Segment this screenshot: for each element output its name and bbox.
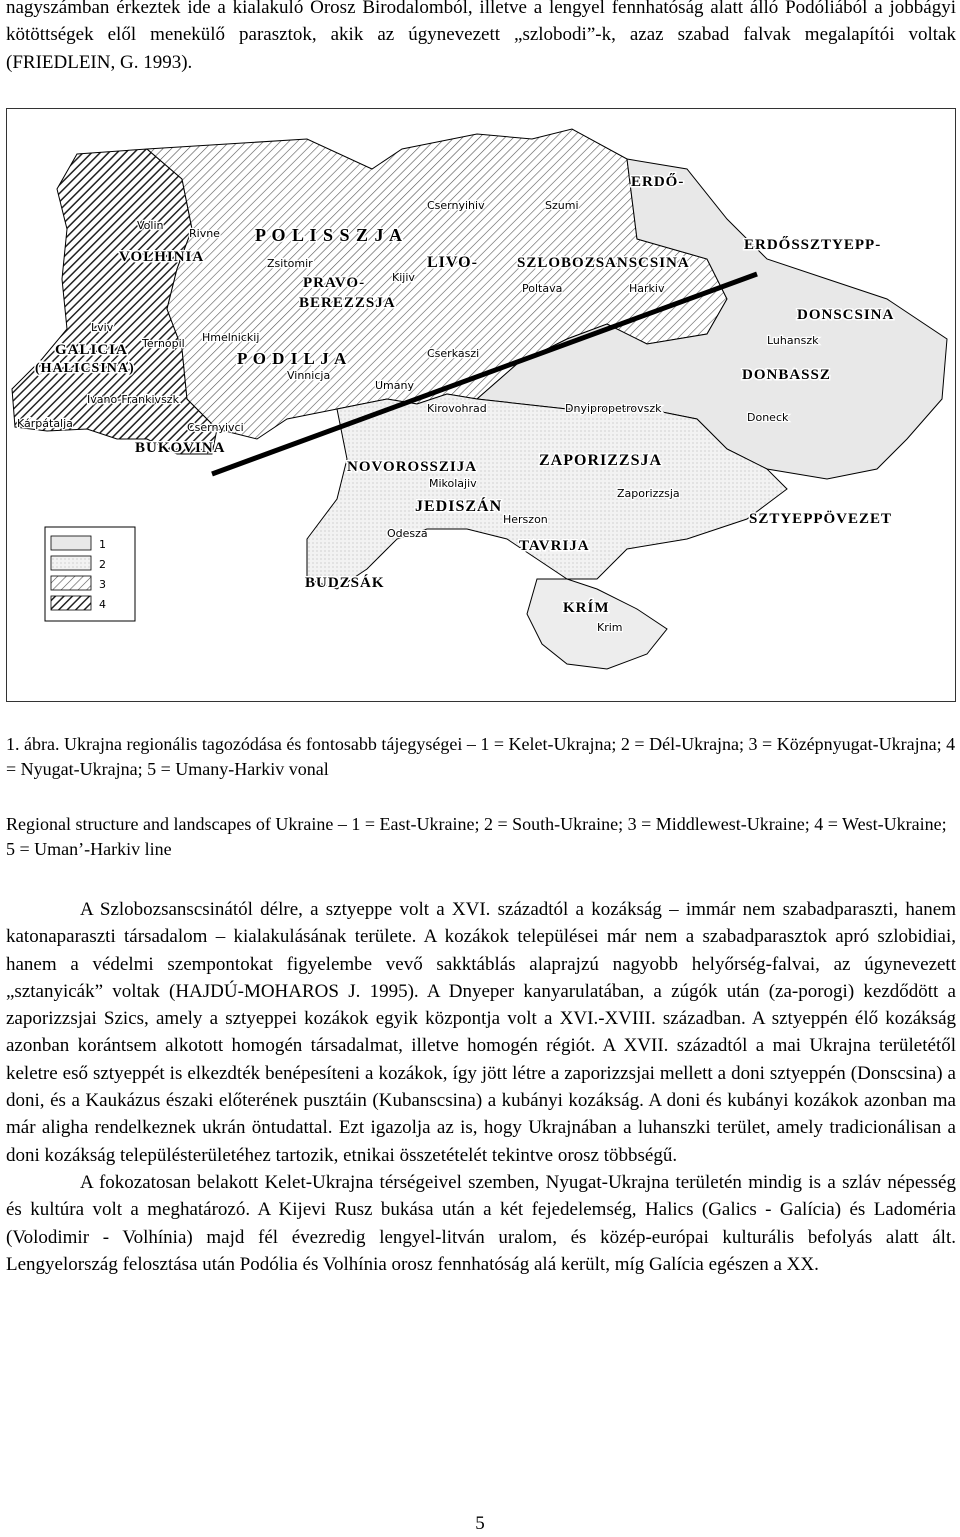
city-zsitomir: Zsitomir [267, 257, 313, 270]
label-polisszja: P O L I S S Z J A [255, 225, 404, 245]
body-paragraph-1: A Szlobozsanscsinától délre, a sztyeppe volt a XVI. századtól a kozákság – immár nem szabadparaszti, hanem katonaparaszti társadalom – kialakulásának területe. A kozákok települései már nem a szabadparasztok apró szlobidiai, hanem a védelmi szempontokat figyelembe vevő sakktáblás alaprajzú nagyobb helyőrség-falvai, az úgynevezett „sztanyicák” voltak (HAJDÚ-MOHAROS J. 1995). A Dnyeper kanyarulatában, a zúgók után (za-porogi) kezdődött a zaporizzsjai Szics, amely a sztyeppei kozákok egyik központja volt a XVI.-XVIII. században. A sztyeppén élő kozákság azonban korántsem alkotott homogén társadalmat, illetve homogén régiót. A XVII. századtól a mai Ukrajna területétől keletre eső sztyeppét is elkezdték benépesíteni a kozákok, így jött létre a zaporizzsjai mellett a doni sztyeppén (Donscsina) a doni, és a Kaukázus északi előterének pusztáin (Kubanscsina) a kubányi kozákság. A doni és kubányi kozákok azonban ma már aligha rendelkeznek ukrán öntudattal. Ezt igazolja az is, hogy Ukrajnában a luhanszki terület, amely tradicionálisan a doni kozákság településterületéhez tartozik, etnikai összetételét tekintve orosz többségű. [6, 899, 956, 1166]
legend-swatch-4 [51, 596, 91, 610]
city-krim: Krim [597, 621, 623, 634]
city-ivanofrankivszk: Ivano-Frankivszk [87, 393, 179, 406]
map-legend [45, 527, 135, 621]
legend-swatch-2 [51, 556, 91, 570]
city-dnyipropetrovszk: Dnyipropetrovszk [565, 402, 662, 415]
city-herszon: Herszon [503, 513, 548, 526]
label-krim: KRÍM [563, 600, 610, 616]
label-livo: LIVO- [427, 254, 478, 271]
label-bukovina: BUKOVINA [135, 440, 226, 456]
legend-label-3: 3 [99, 578, 106, 591]
city-lviv: Lviv [91, 321, 114, 334]
label-novorosszija: NOVOROSSZIJA [347, 459, 478, 475]
city-poltava: Poltava [522, 282, 563, 295]
city-mikolajiv: Mikolajiv [429, 477, 477, 490]
label-budzsak: BUDZSÁK [305, 575, 385, 591]
ukraine-region-map [6, 108, 956, 702]
label-galicia: GALICIA [55, 342, 128, 358]
city-csernyihiv: Csernyihiv [427, 199, 485, 212]
label-szlobozsanscsina: SZLOBOZSANSCSINA [517, 255, 690, 271]
label-erdosztyepp: ERDŐSSZTYEPP- [744, 237, 882, 253]
label-donbassz: DONBASSZ [742, 367, 831, 383]
figure-caption-hu: 1. ábra. Ukrajna regionális tagozódása és fontosabb tájegységei – 1 = Kelet-Ukrajna; 2 = Dél-Ukrajna; 3 = Középnyugat-Ukrajna; 4 = Nyugat-Ukrajna; 5 = Umany-Harkiv vonal [6, 734, 956, 779]
city-uman: Umany [375, 379, 414, 392]
label-berezzsja: BEREZZSJA [299, 295, 396, 311]
city-karpatalja: Kárpátalja [17, 417, 73, 430]
city-hmelnickij: Hmelnickij [202, 331, 260, 344]
page-number: 5 [475, 1513, 485, 1534]
intro-paragraph: nagyszámban érkeztek ide a kialakuló Orosz Birodalomból, illetve a lengyel fennhatóság alatt álló Podóliából a jobbágyi kötöttségek elől menekülő parasztok, akik az úgynevezett „szlobodi”-k, azaz szabad falvak megalapítói voltak (FRIEDLEIN, G. 1993). [6, 0, 956, 73]
map-svg [7, 109, 955, 701]
label-zaporizzsja: ZAPORIZZSJA [539, 452, 663, 469]
label-tavrija: TAVRIJA [519, 538, 590, 554]
label-halicsina: (HALICSINA) [35, 361, 135, 376]
label-erdo: ERDŐ- [631, 174, 685, 190]
city-rivne: Rivne [189, 227, 220, 240]
figure-caption-en: Regional structure and landscapes of Ukraine – 1 = East-Ukraine; 2 = South-Ukraine; 3 = Middlewest-Ukraine; 4 = West-Ukraine; 5 = Uman’-Harkiv line [6, 814, 947, 859]
city-kirovohrad: Kirovohrad [427, 402, 487, 415]
city-szumi: Szumi [545, 199, 579, 212]
body-text [6, 896, 956, 1278]
city-csernyivci: Csernyivci [187, 421, 244, 434]
label-volhinia: VOLHINIA [119, 249, 205, 265]
legend-label-4: 4 [99, 598, 106, 611]
city-zaporizzsja: Zaporizzsja [617, 487, 680, 500]
legend-swatch-1 [51, 536, 91, 550]
city-cserkaszi: Cserkaszi [427, 347, 480, 360]
city-odesza: Odesza [387, 527, 428, 540]
city-kijiv: Kijiv [392, 271, 415, 284]
city-harkiv: Harkiv [629, 282, 665, 295]
label-pravo: PRAVO- [303, 275, 366, 291]
label-sztyeppovezet: SZTYEPPÖVEZET [749, 511, 893, 527]
city-volin: Volin [137, 219, 164, 232]
label-podilja: P O D I L J A [237, 349, 348, 368]
body-paragraph-2: A fokozatosan belakott Kelet-Ukrajna térségeivel szemben, Nyugat-Ukrajna területén mindig is a szláv népesség és kultúra volt a meghatározó. A Kijevi Rusz bukása után a két fejedelemség, Halics (Galics - Galícia) és Ladoméria (Volodimir - Volhínia) majd fél évezredig lengyel-litván uralom, és közép-európai kulturális befolyás alatt ált. Lengyelország felosztása után Podólia és Volhínia orosz fennhatóság alá került, míg Galícia egészen a XX. [6, 1171, 956, 1275]
city-vinnicja: Vinnicja [287, 369, 331, 382]
legend-swatch-3 [51, 576, 91, 590]
label-jediszan: JEDISZÁN [415, 498, 503, 515]
city-ternopil: Ternopil [142, 337, 185, 350]
city-doneck: Doneck [747, 411, 789, 424]
legend-label-2: 2 [99, 558, 106, 571]
label-donscsina: DONSCSINA [797, 307, 895, 323]
city-luhanszk: Luhanszk [767, 334, 819, 347]
legend-label-1: 1 [99, 538, 106, 551]
